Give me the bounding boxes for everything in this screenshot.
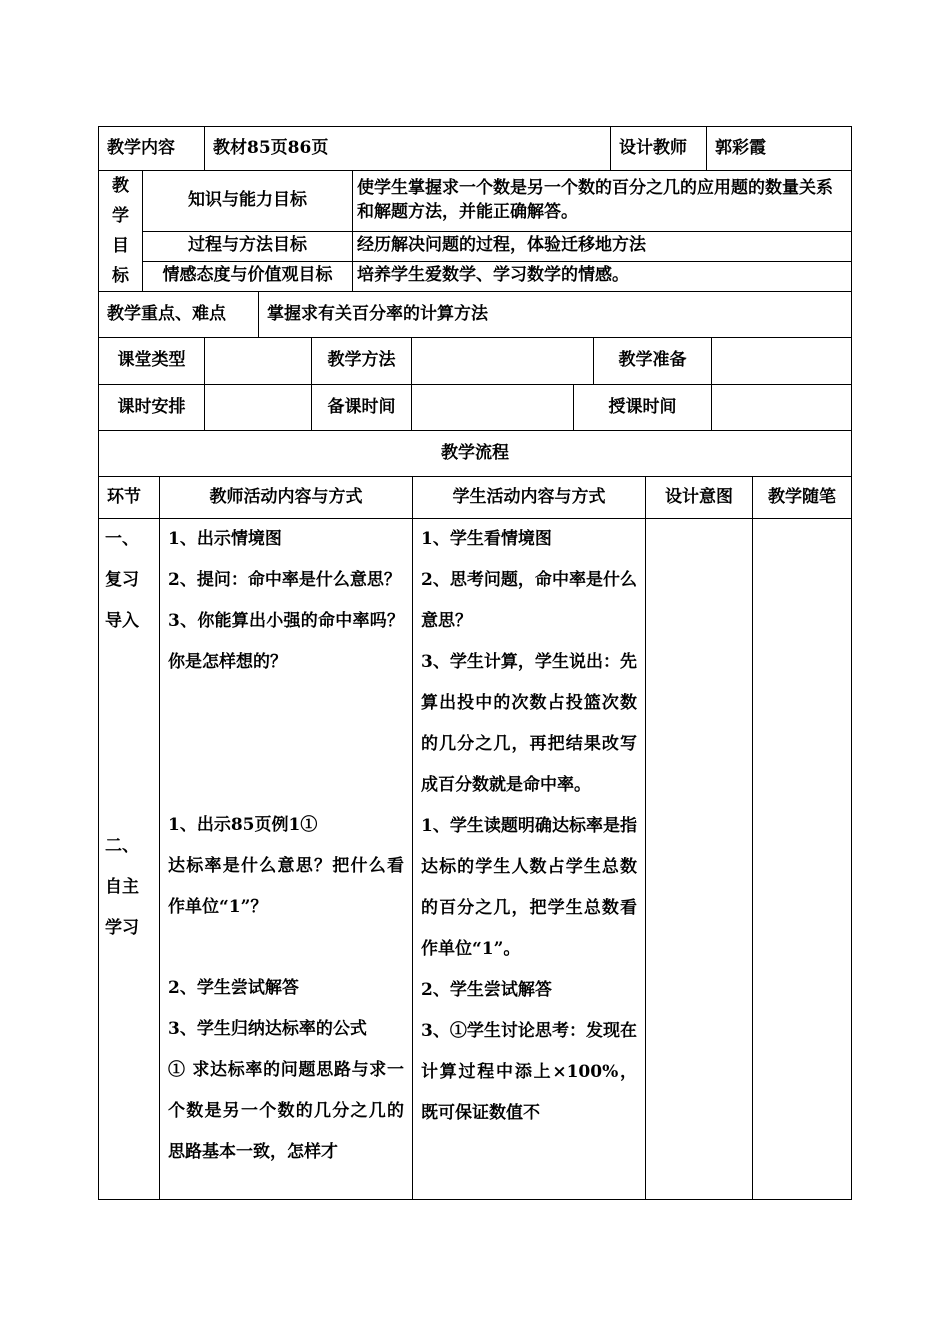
designer-value: 郭彩霞 <box>707 127 852 171</box>
teacher-line: 3、学生归纳达标率的公式 <box>168 1019 367 1039</box>
teach-time-label: 授课时间 <box>574 385 712 431</box>
prep-value <box>712 338 852 385</box>
flow-title-table <box>98 430 852 477</box>
key-points-table <box>98 291 852 338</box>
header-table <box>98 126 852 171</box>
knowledge-goal-label: 知识与能力目标 <box>143 171 353 232</box>
student-line: 1、学生读题明确达标率是指达标的学生人数占学生总数的百分之几，把学生总数看作单位“1”。 <box>421 816 637 959</box>
student-line: 1、学生看情境图 <box>421 529 552 549</box>
process-goal-label: 过程与方法目标 <box>143 231 353 261</box>
goals-label <box>99 171 143 292</box>
key-points-label: 教学重点、难点 <box>99 292 259 338</box>
col-header-student: 学生活动内容与方式 <box>413 477 646 519</box>
class-type-label: 课堂类型 <box>99 338 205 385</box>
content-label: 教学内容 <box>99 127 205 171</box>
teacher-line: 2、学生尝试解答 <box>168 978 299 998</box>
content-value: 教材85页86页 <box>205 127 611 171</box>
stage-2-line: 学习 <box>105 918 139 938</box>
emotion-goal-value: 培养学生爱数学、学习数学的情感。 <box>353 261 852 291</box>
col-header-stage: 环节 <box>99 477 160 519</box>
method-prep-cell <box>412 338 712 385</box>
col-header-intent: 设计意图 <box>646 477 753 519</box>
col-header-teacher: 教师活动内容与方式 <box>160 477 413 519</box>
teacher-line: 3、你能算出小强的命中率吗？你是怎样想的？ <box>168 611 404 672</box>
stage-1-line: 导入 <box>105 611 139 631</box>
flow-title: 教学流程 <box>99 431 852 477</box>
teacher-line: 1、出示情境图 <box>168 529 282 549</box>
lesson-plan-document <box>98 126 852 1200</box>
emotion-goal-label: 情感态度与价值观目标 <box>143 261 353 291</box>
goals-table <box>98 170 852 292</box>
teacher-line: 2、提问：命中率是什么意思？ <box>168 570 401 590</box>
goals-label-char: 标 <box>112 266 129 286</box>
teacher-line: ① 求达标率的问题思路与求一个数是另一个数的几分之几的思路基本一致，怎样才 <box>168 1060 404 1162</box>
goals-label-char: 目 <box>112 236 129 256</box>
prep-time-value <box>412 385 574 431</box>
student-line: 3、①学生讨论思考：发现在计算过程中添上×100%，既可保证数值不 <box>421 1021 637 1123</box>
stage-2-line: 二、 <box>105 836 139 856</box>
prep-label: 教学准备 <box>618 350 687 371</box>
teacher-line: 达标率是什么意思？把什么看作单位“1”？ <box>168 856 404 917</box>
schedule-value <box>205 385 312 431</box>
student-activity-cell <box>413 519 646 1200</box>
designer-label: 设计教师 <box>611 127 707 171</box>
student-line: 2、思考问题，命中率是什么意思？ <box>421 570 637 631</box>
student-line: 2、学生尝试解答 <box>421 980 552 1000</box>
flow-table <box>98 476 852 1200</box>
stage-1-line: 复习 <box>105 570 139 590</box>
stage-2-line: 自主 <box>105 877 139 897</box>
schedule-label: 课时安排 <box>99 385 205 431</box>
prep-time-label: 备课时间 <box>312 385 412 431</box>
class-type-value <box>205 338 312 385</box>
student-line: 3、学生计算，学生说出：先算出投中的次数占投篮次数的几分之几，再把结果改写成百分数就是命中率。 <box>421 652 637 795</box>
teach-time-value <box>712 385 852 431</box>
design-intent-cell <box>646 519 753 1200</box>
key-points-value: 掌握求有关百分率的计算方法 <box>259 292 852 338</box>
teacher-activity-cell <box>160 519 413 1200</box>
meta-table <box>98 337 852 431</box>
stage-1-line: 一、 <box>105 529 139 549</box>
method-label: 教学方法 <box>312 338 412 385</box>
goals-label-char: 教 <box>112 176 129 196</box>
col-header-notes: 教学随笔 <box>753 477 852 519</box>
knowledge-goal-value: 使学生掌握求一个数是另一个数的百分之几的应用题的数量关系和解题方法，并能正确解答。 <box>353 171 852 232</box>
stage-cell <box>99 519 160 1200</box>
goals-label-char: 学 <box>112 206 129 226</box>
method-value <box>412 338 594 384</box>
teaching-notes-cell <box>753 519 852 1200</box>
teacher-line: 1、出示85页例1① <box>168 815 318 835</box>
process-goal-value: 经历解决问题的过程，体验迁移地方法 <box>353 231 852 261</box>
